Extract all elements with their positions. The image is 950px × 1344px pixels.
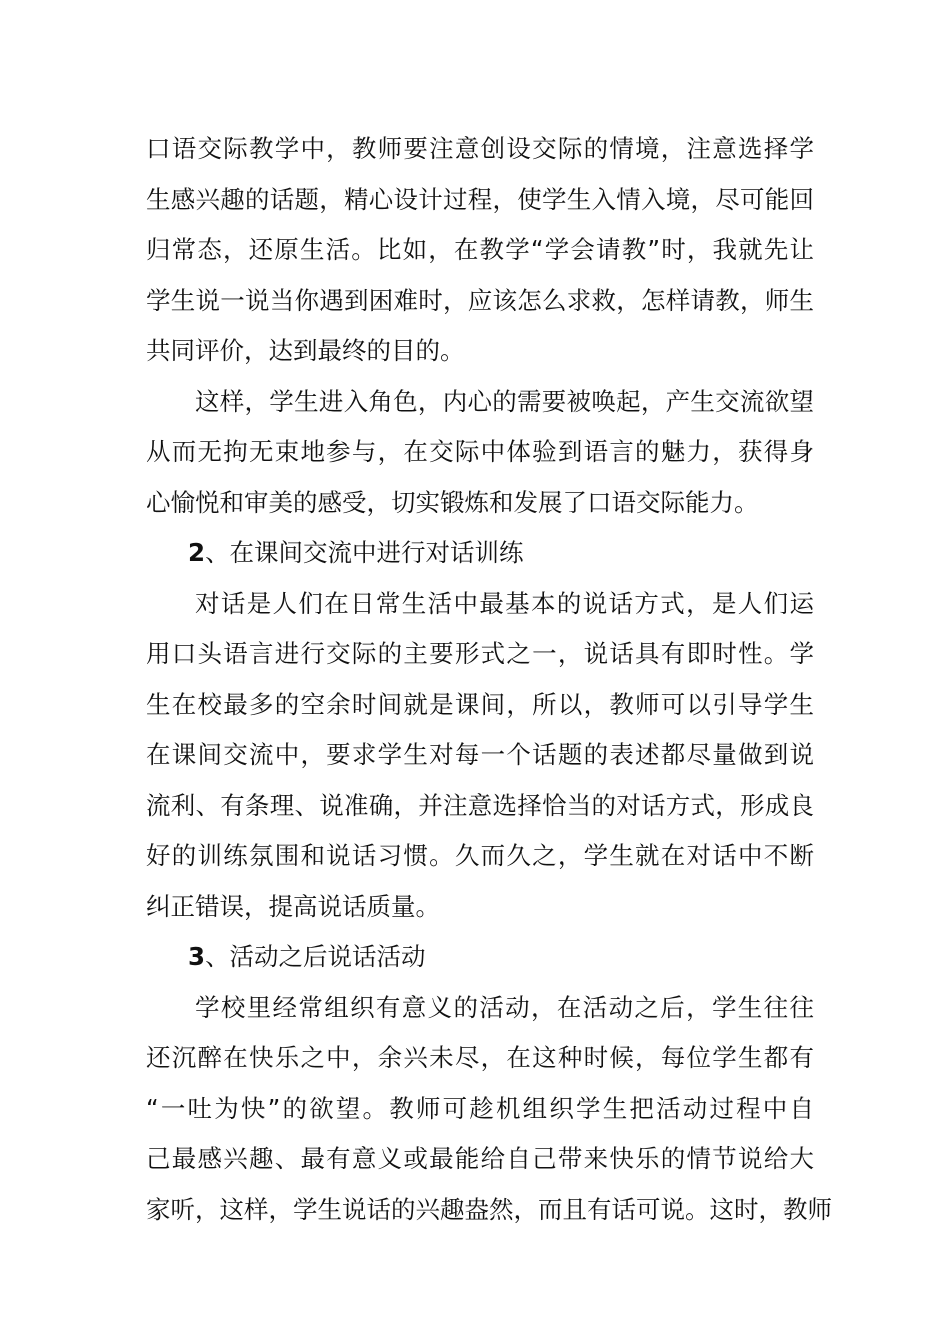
paragraph-first-line: 这样，学生进入角色，内心的需要被唤起，产生交流欲望	[195, 386, 814, 416]
text-line: 纠正错误，提高说话质量。	[146, 891, 440, 921]
text-line: 心愉悦和审美的感受，切实锻炼和发展了口语交际能力。	[146, 487, 759, 517]
text-line: 归常态，还原生活。比如，在教学“学会请教”时，我就先让	[146, 235, 814, 264]
text-line: 共同评价，达到最终的目的。	[146, 336, 465, 365]
section-heading-3	[146, 932, 814, 983]
text-line: 从而无拘无束地参与，在交际中体验到语言的魅力，获得身	[146, 437, 814, 466]
text-line: 用口头语言进行交际的主要形式之一，说话具有即时性。学	[146, 639, 814, 668]
text-line: 好的训练氛围和说话习惯。久而久之，学生就在对话中不断	[146, 841, 814, 870]
text-line: 家听，这样，学生说话的兴趣盎然，而且有话可说。这时，教师	[146, 1194, 832, 1224]
text-line: 学生说一说当你遇到困难时，应该怎么求救，怎样请教，师生	[146, 285, 814, 315]
document-body	[146, 124, 832, 1235]
section-title: 、在课间交流中进行对话训练	[205, 538, 524, 567]
section-heading-2	[146, 528, 814, 579]
section-number: 2	[188, 538, 206, 567]
text-line: 生在校最多的空余时间就是课间，所以，教师可以引导学生	[146, 689, 814, 719]
text-line: 口语交际教学中，教师要注意创设交际的情境，注意选择学	[146, 134, 814, 163]
text-line: 还沉醉在快乐之中，余兴未尽，在这种时候，每位学生都有	[146, 1043, 814, 1072]
text-line: 生感兴趣的话题，精心设计过程，使学生入情入境，尽可能回	[146, 184, 814, 214]
text-line: 己最感兴趣、最有意义或最能给自己带来快乐的情节说给大	[146, 1144, 814, 1173]
paragraph-first-line: 对话是人们在日常生活中最基本的说话方式，是人们运	[195, 588, 814, 618]
text-line: 在课间交流中，要求学生对每一个话题的表述都尽量做到说	[146, 740, 814, 769]
text-line: “一吐为快”的欲望。教师可趁机组织学生把活动过程中自	[146, 1093, 814, 1123]
text-line: 流利、有条理、说准确，并注意选择恰当的对话方式，形成良	[146, 790, 814, 820]
paragraph-first-line: 学校里经常组织有意义的活动，在活动之后，学生往往	[195, 992, 814, 1022]
section-number: 3	[188, 942, 206, 971]
section-title: 、活动之后说话活动	[205, 942, 426, 971]
